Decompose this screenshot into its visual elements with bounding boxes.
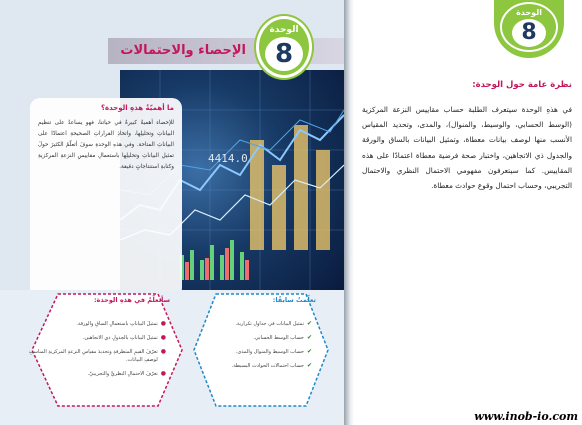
will-learn-heading: سأتعلّمُ في هذهِ الوحدة:	[93, 296, 170, 304]
watermark: www.inob-io.com	[474, 410, 578, 423]
learned-heading: تعلّمتُ سابقًا:	[272, 296, 316, 304]
check-icon: ✔	[306, 334, 312, 341]
check-icon: ✔	[306, 362, 312, 369]
unit-badge-small	[500, 2, 558, 52]
list-item: ✔ حساب احتمالات الحوادث البسيطة.	[231, 362, 312, 369]
importance-heading: ما أهميّةُ هذهِ الوحدة؟	[100, 104, 174, 112]
unit-word: الوحدة	[269, 25, 299, 35]
importance-box	[30, 98, 182, 298]
list-item: ● تمثيلَ البياناتِ بالجدولِ ذي الاتجاهين.	[82, 334, 166, 341]
unit-badge	[256, 16, 312, 78]
overview-heading: نظرة عامة حول الوحدة:	[472, 80, 572, 90]
importance-text: للإحصاء أهميةٌ كبيرةٌ في حياتنا، فهو يساعدُ على تنظيمِ البياناتِ وتحليلِها، واتخاذِ القراراتِ الصحيحةِ اعتمادًا على البياناتِ المتاحة. وفي هذهِ الوحدةِ سوفَ أتعلّمُ الكثيرَ حولَ تمثيلِ البياناتِ وتحليلِها باستعمالِ مقاييسِ النزعةِ المركزيةِ وكتابةِ استنتاجاتٍ دقيقة.	[38, 120, 174, 170]
unit-title: الإحصاء والاحتمالات	[120, 43, 246, 58]
overview-text: في هذهِ الوحدة سيتعرف الطلبة حساب مقاييس النزعة المركزية (الوسط الحسابي، والوسيط، والمنوال)، والمدى، وتحديد المقياس الأنسب منها لوصف بيانات معطاة، وتمثيل البيانات بالساق والورقة والجدول ذي الاتجاهين، واختبار صحة فرضية معطاة اعتمادًا على هذه المقاييس. كما سيتعرفون مفهومي الاحتمال النظري والاحتمال التجريبي، وحساب احتمال وقوع حوادث معطاة.	[362, 105, 572, 191]
unit-word: الوحدة	[516, 8, 542, 17]
list-item: ✔ حساب الوسيط والمنوال والمدى.	[235, 348, 312, 355]
learned-panel	[190, 290, 332, 410]
list-item: ✔ تمثيل البيانات في جداول تكرارية.	[235, 320, 312, 327]
will-learn-panel	[28, 290, 186, 410]
check-icon: ✔	[306, 320, 312, 327]
right-page	[354, 0, 582, 425]
book-spine	[344, 0, 354, 425]
will-learn-list	[28, 320, 166, 384]
objectives-area	[0, 290, 344, 425]
list-item: ● تمثيلَ البياناتِ باستعمالِ الساقِ والورقة.	[76, 320, 166, 327]
list-item: ● تعرّفَ الاحتمالِ النظريِّ والتجريبيّ.	[87, 370, 166, 377]
learned-list	[232, 320, 312, 376]
bullet-icon: ●	[160, 348, 166, 355]
bullet-icon: ●	[160, 370, 166, 377]
list-item: ● تعرّفَ القيمِ المتطرفةِ وتحديدَ مقياسِ النزعةِ المركزيةِ المناسبِ لوصفِ البيانات.	[28, 348, 166, 363]
list-item: ✔ حساب الوسط الحسابي.	[253, 334, 312, 341]
unit-number: 8	[512, 19, 546, 47]
unit-number: 8	[265, 37, 303, 71]
bullet-icon: ●	[160, 320, 166, 327]
photo-number-overlay: 4414.0	[208, 152, 248, 165]
unit-tab	[494, 0, 564, 58]
bullet-icon: ●	[160, 334, 166, 341]
check-icon: ✔	[306, 348, 312, 355]
